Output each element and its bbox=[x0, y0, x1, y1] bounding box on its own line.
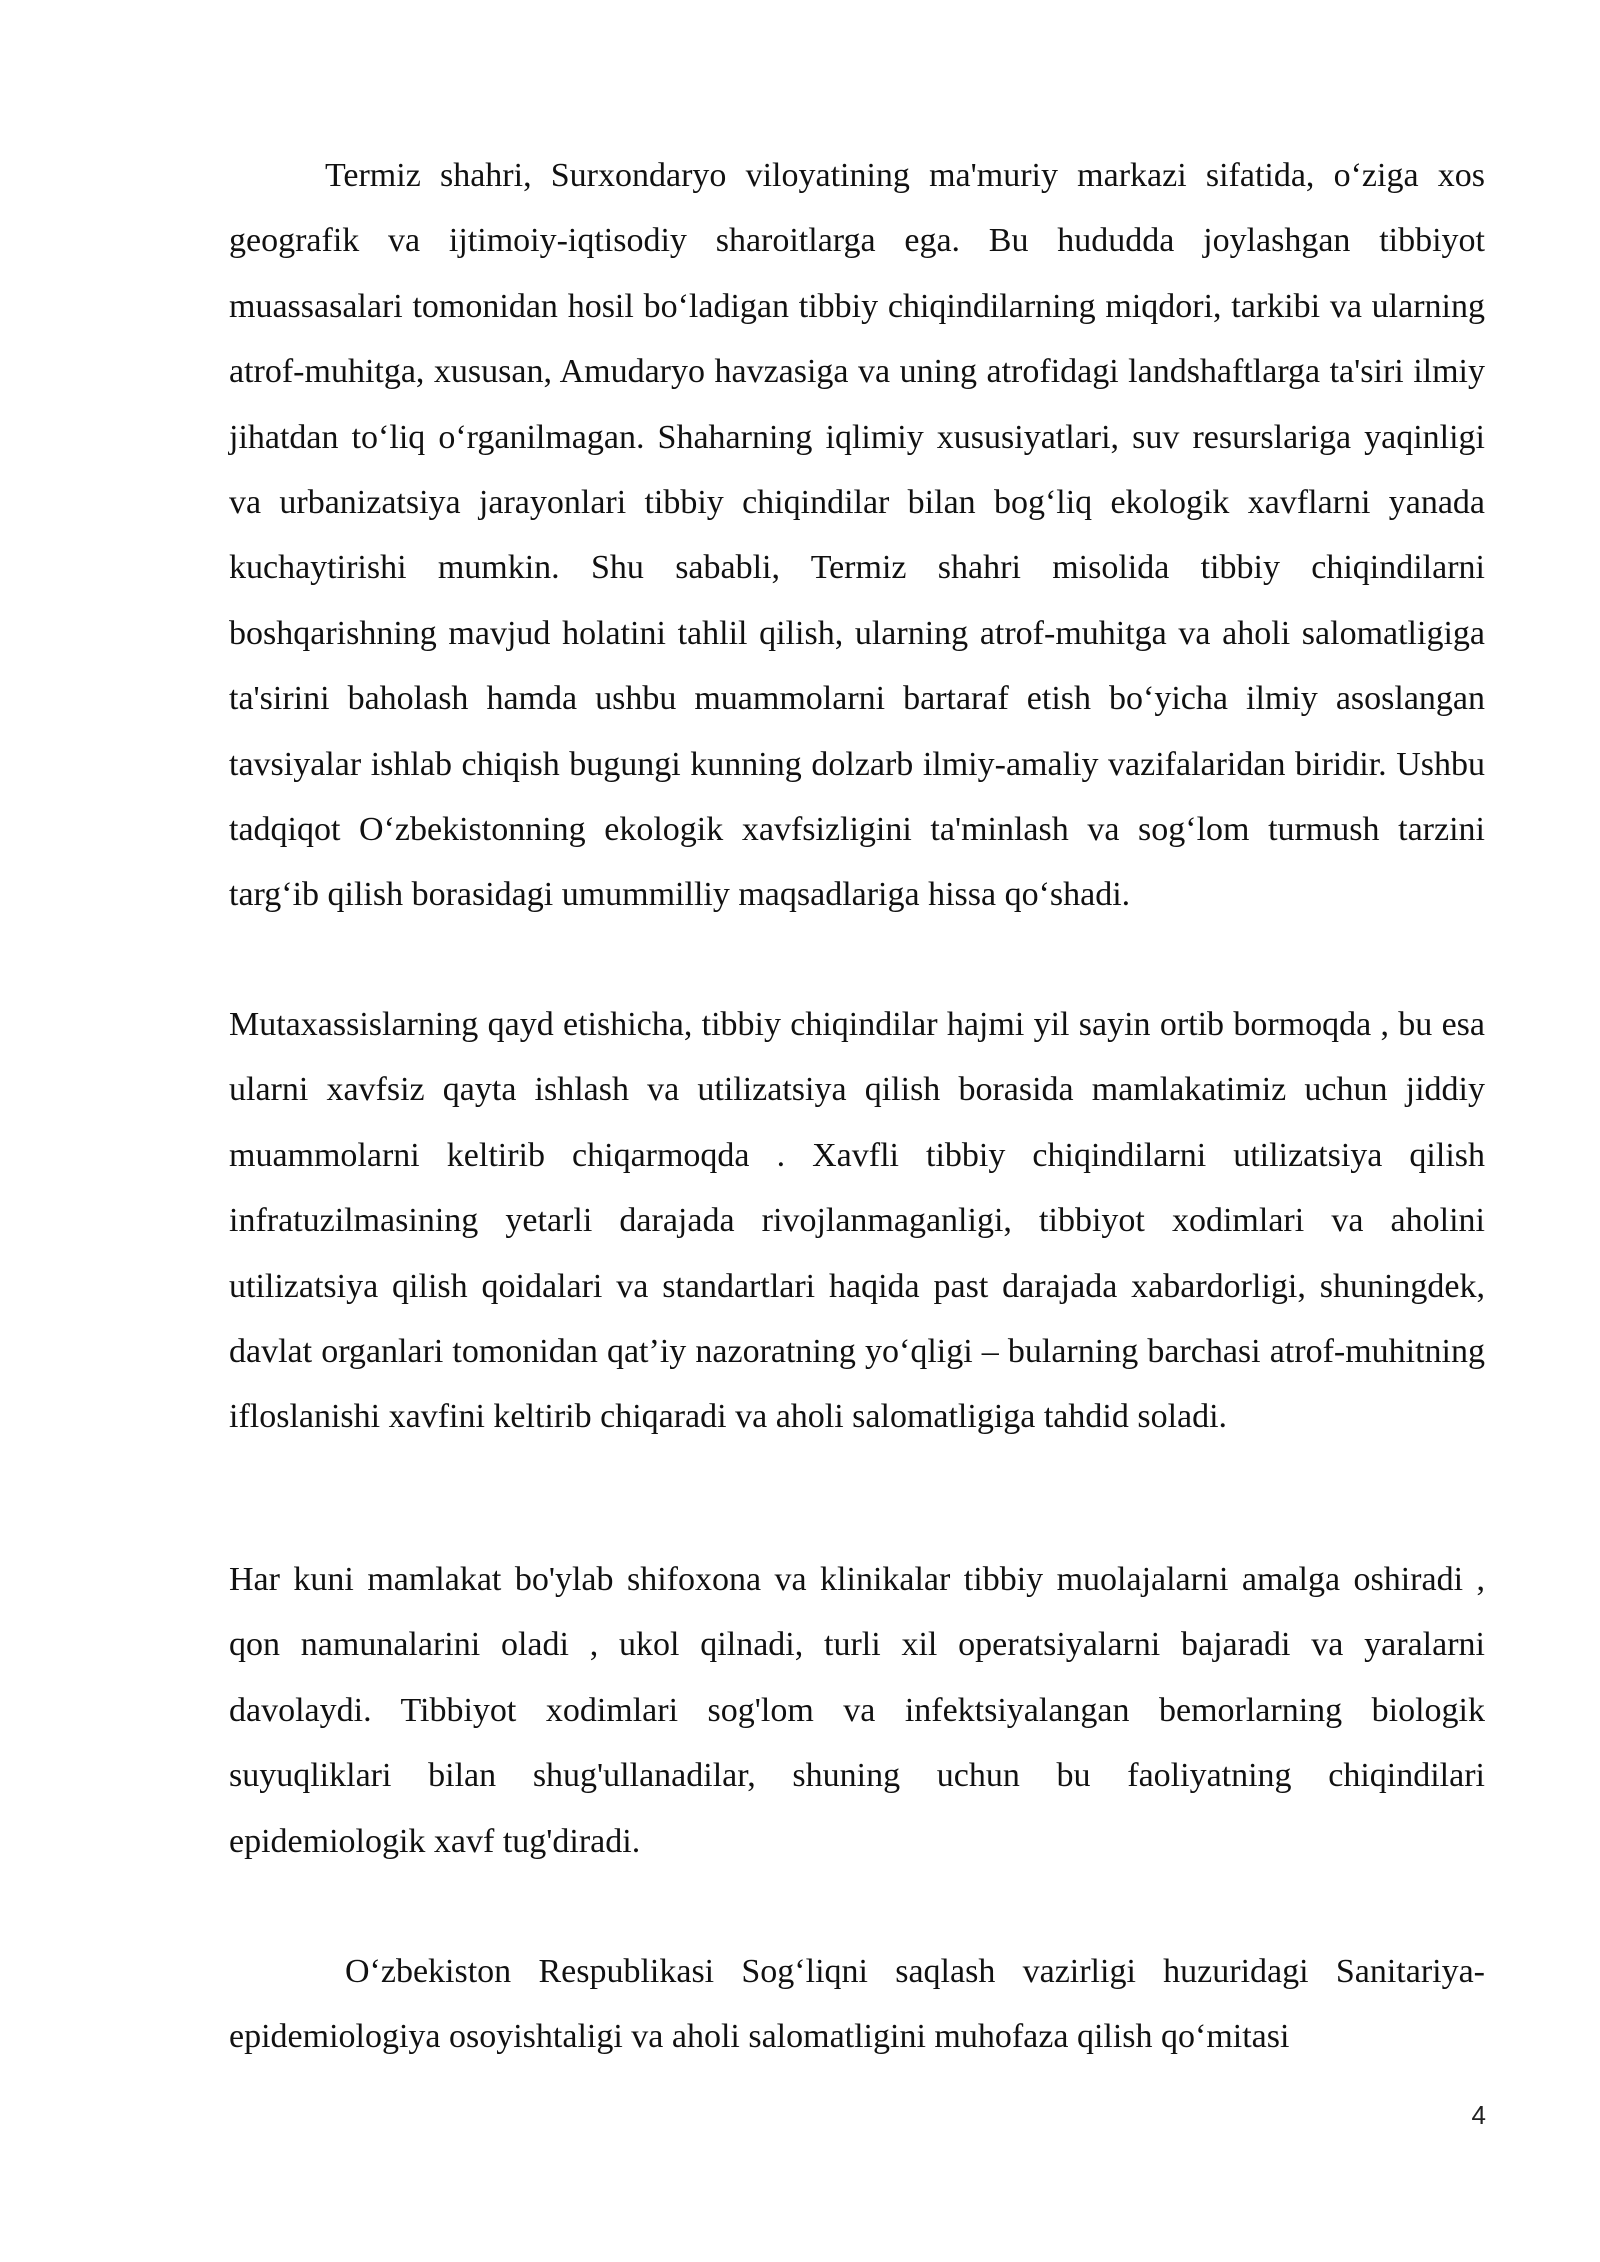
paragraph-daily-medical-activity: Har kuni mamlakat bo'ylab shifoxona va klinikalar tibbiy muolajalarni amalga oshiradi , qon namunalarini oladi , ukol qilnadi, turli xil operatsiyalarni bajaradi va yaralarni davolaydi. Tibbiyot xodimlari sog'lom va infektsiyalangan bemorlarning biologik suyuqliklari bilan shug'ullanadilar, shuning uchun bu faoliyatning chiqindilari epidemiologik xavf tug'diradi. bbox=[229, 1561, 1485, 1860]
page-number: 4 bbox=[1471, 2100, 1486, 2130]
paragraph-termiz-context: Termiz shahri, Surxondaryo viloyatining ma'muriy markazi sifatida, o‘ziga xos geografik va ijtimoiy-iqtisodiy sharoitlarga ega. Bu hududda joylashgan tibbiyot muassasalari tomonidan hosil bo‘ladigan tibbiy chiqindilarning miqdori, tarkibi va ularning atrof-muhitga, xususan, Amudaryo havzasiga va uning atrofidagi landshaftlarga ta'siri ilmiy jihatdan to‘liq o‘rganilmagan. Shaharning iqlimiy xususiyatlari, suv resurslariga yaqinligi va urbanizatsiya jarayonlari tibbiy chiqindilar bilan bog‘liq ekologik xavflarni yanada kuchaytirishi mumkin. Shu sababli, Termiz shahri misolida tibbiy chiqindilarni boshqarishning mavjud holatini tahlil qilish, ularning atrof-muhitga va aholi salomatligiga ta'sirini baholash hamda ushbu muammolarni bartaraf etish bo‘yicha ilmiy asoslangan tavsiyalar ishlab chiqish bugungi kunning dolzarb ilmiy-amaliy vazifalaridan biridir. Ushbu tadqiqot O‘zbekistonning ekologik xavfsizligini ta'minlash va sog‘lom turmush tarzini targ‘ib qilish borasidagi umummilliy maqsadlariga hissa qo‘shadi. bbox=[229, 157, 1485, 914]
paragraph-ministry-committee: O‘zbekiston Respublikasi Sog‘liqni saqlash vazirligi huzuridagi Sanitariya-epidemiologiya osoyishtaligi va aholi salomatligini muhofaza qilish qo‘mitasi bbox=[229, 1953, 1485, 2056]
paragraph-medical-waste-problem: Mutaxassislarning qayd etishicha, tibbiy chiqindilar hajmi yil sayin ortib bormoqda , bu esa ularni xavfsiz qayta ishlash va utilizatsiya qilish borasida mamlakatimiz uchun jiddiy muammolarni keltirib chiqarmoqda . Xavfli tibbiy chiqindilarni utilizatsiya qilish infratuzilmasining yetarli darajada rivojlanmaganligi, tibbiyot xodimlari va aholini utilizatsiya qilish qoidalari va standartlari haqida past darajada xabardorligi, shuningdek, davlat organlari tomonidan qat’iy nazoratning yo‘qligi – bularning barchasi atrof-muhitning ifloslanishi xavfini keltirib chiqaradi va aholi salomatligiga tahdid soladi. bbox=[229, 1006, 1485, 1436]
